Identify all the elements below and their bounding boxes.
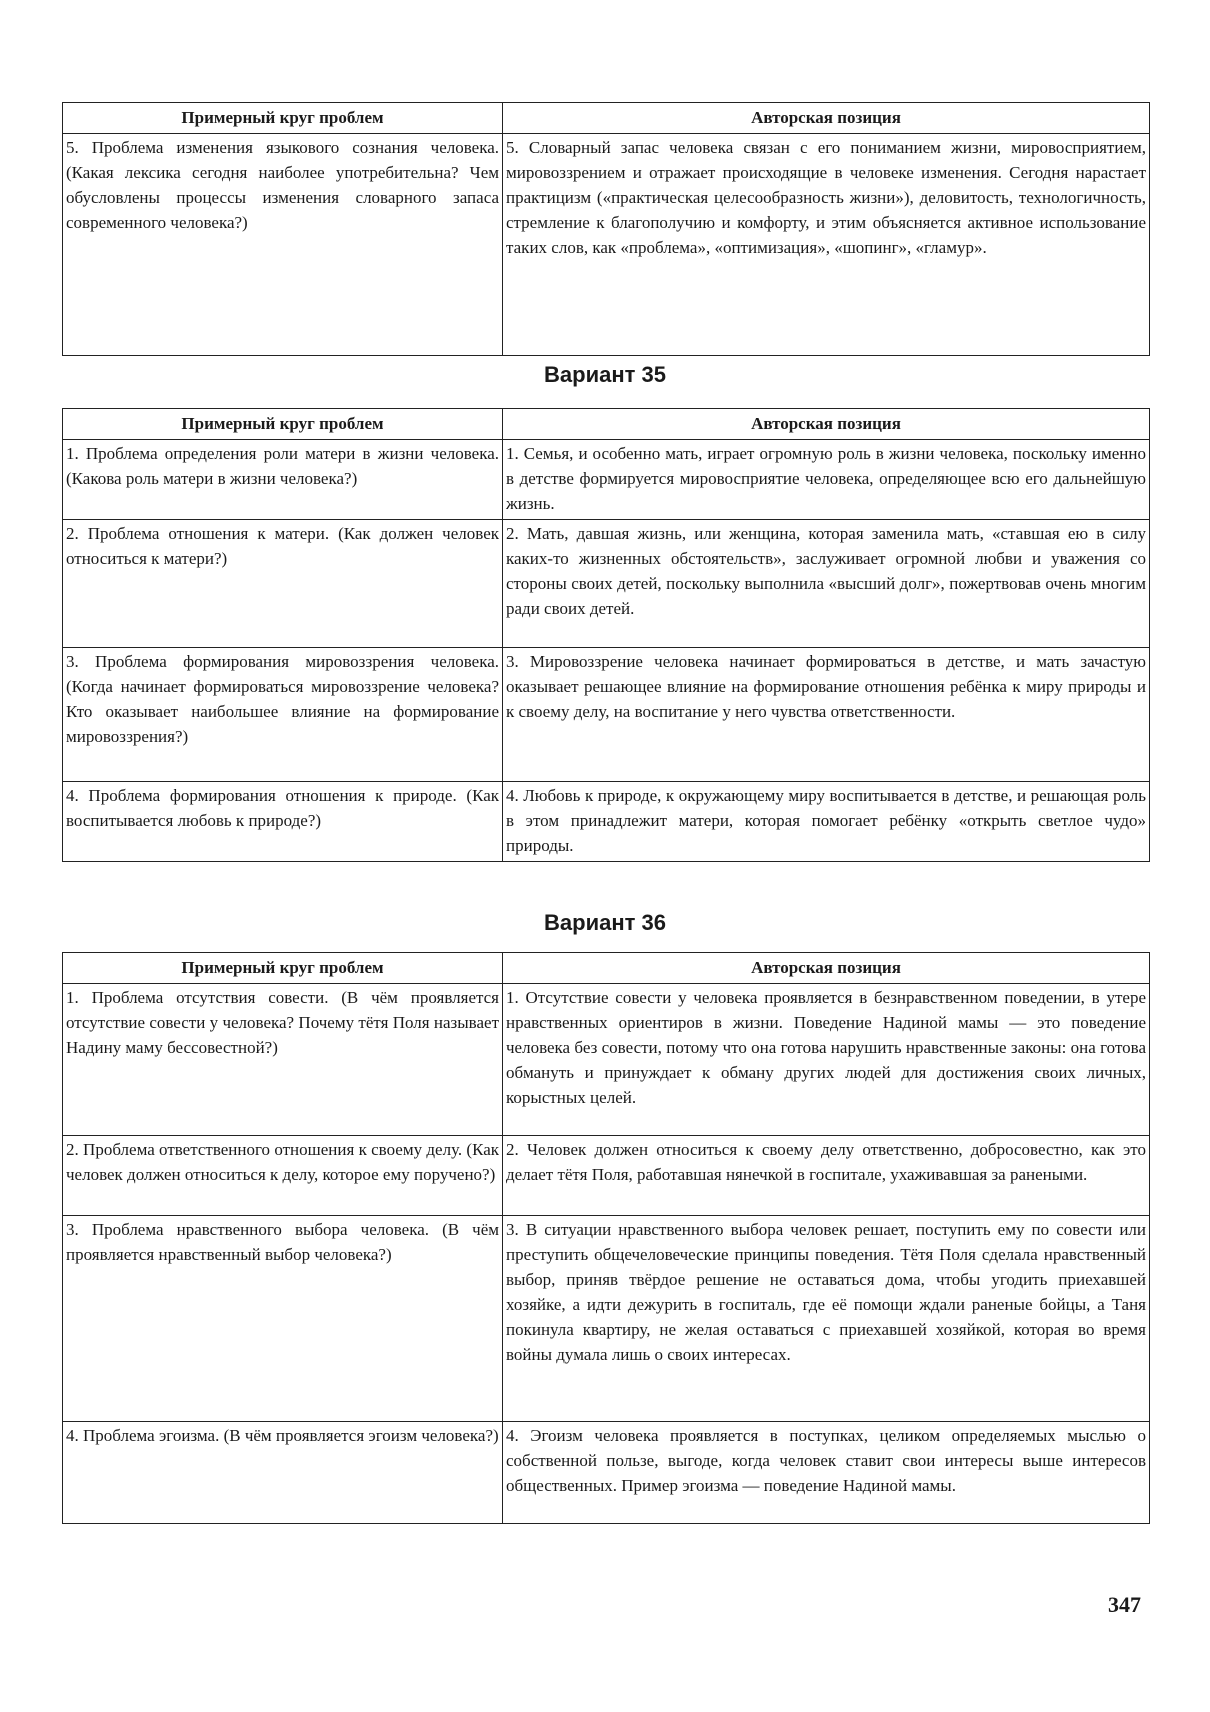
table-variant-36 — [62, 952, 1150, 1524]
position-cell: 2. Мать, давшая жизнь, или женщина, которая заменила мать, «ставшая ею в силу каких-то жизненных обстоятельств», заслуживает огромной любви и уважения со стороны своих детей, поскольку выполнила «высший долг», пожертвовав очень многим ради своих детей. — [503, 520, 1150, 648]
table-variant-35 — [62, 408, 1150, 862]
variant-36-title: Вариант 36 — [544, 910, 666, 935]
table-row — [63, 1136, 1150, 1216]
column-header-problems: Примерный круг проблем — [63, 409, 503, 440]
problem-cell: 1. Проблема отсутствия совести. (В чём проявляется отсутствие совести у человека? Почему тётя Поля называет Надину маму бессовестной?) — [63, 984, 503, 1136]
column-header-problems: Примерный круг проблем — [63, 953, 503, 984]
table-continuation — [62, 102, 1150, 356]
table-row — [63, 782, 1150, 862]
table-header-row — [63, 409, 1150, 440]
problem-cell: 4. Проблема эгоизма. (В чём проявляется эгоизм человека?) — [63, 1422, 503, 1524]
variant-35-title: Вариант 35 — [544, 362, 666, 387]
page-number: 347 — [1108, 1592, 1141, 1617]
column-header-problems: Примерный круг проблем — [63, 103, 503, 134]
position-cell: 4. Эгоизм человека проявляется в поступках, целиком определяемых мыслью о собственной пользе, выгоде, когда человек ставит свои интересы выше интересов общественных. Пример эгоизма — поведение Надиной мамы. — [503, 1422, 1150, 1524]
position-cell: 5. Словарный запас человека связан с его пониманием жизни, мировосприятием, мировоззрением и отражает происходящие в человеке изменения. Сегодня нарастает практицизм («практическая целесообразность жизни»), деловитость, технологичность, стремление к благополучию и комфорту, и этим объясняется активное использование таких слов, как «проблема», «оптимизация», «шопинг», «гламур». — [503, 134, 1150, 356]
position-cell: 1. Отсутствие совести у человека проявляется в безнравственном поведении, в утере нравственных ориентиров в жизни. Поведение Надиной мамы — это поведение человека без совести, потому что она готова нарушить нравственные законы: она готова обмануть и принуждает к обману других людей для достижения своих личных, корыстных целей. — [503, 984, 1150, 1136]
position-cell: 2. Человек должен относиться к своему делу ответственно, добросовестно, как это делает тётя Поля, работавшая нянечкой в госпитале, ухаживавшая за ранеными. — [503, 1136, 1150, 1216]
problem-cell: 2. Проблема ответственного отношения к своему делу. (Как человек должен относиться к делу, которое ему поручено?) — [63, 1136, 503, 1216]
position-cell: 1. Семья, и особенно мать, играет огромную роль в жизни человека, поскольку именно в детстве формируется мировосприятие человека, определяющее всю его дальнейшую жизнь. — [503, 440, 1150, 520]
table-header-row — [63, 103, 1150, 134]
column-header-author-position: Авторская позиция — [503, 953, 1150, 984]
problem-cell: 5. Проблема изменения языкового сознания человека. (Какая лексика сегодня наиболее употребительна? Чем обусловлены процессы изменения словарного запаса современного человека?) — [63, 134, 503, 356]
table-row — [63, 134, 1150, 356]
position-cell: 4. Любовь к природе, к окружающему миру воспитывается в детстве, и решающая роль в этом принадлежит матери, которая помогает ребёнку «открыть светлое чудо» природы. — [503, 782, 1150, 862]
problem-cell: 4. Проблема формирования отношения к природе. (Как воспитывается любовь к природе?) — [63, 782, 503, 862]
table-row — [63, 1422, 1150, 1524]
problem-cell: 3. Проблема нравственного выбора человека. (В чём проявляется нравственный выбор человека?) — [63, 1216, 503, 1422]
table-row — [63, 520, 1150, 648]
table-row — [63, 440, 1150, 520]
table-row — [63, 1216, 1150, 1422]
column-header-author-position: Авторская позиция — [503, 409, 1150, 440]
table-row — [63, 648, 1150, 782]
position-cell: 3. В ситуации нравственного выбора человек решает, поступить ему по совести или преступить общечеловеческие принципы поведения. Тётя Поля сделала нравственный выбор, приняв твёрдое решение не оставаться дома, чтобы угодить приехавшей хозяйке, а идти дежурить в госпиталь, где её помощи ждали раненые бойцы, а Таня покинула квартиру, не желая оставаться с приехавшей хозяйкой, которая во время войны думала лишь о своих интересах. — [503, 1216, 1150, 1422]
problem-cell: 1. Проблема определения роли матери в жизни человека. (Какова роль матери в жизни человека?) — [63, 440, 503, 520]
table-row — [63, 984, 1150, 1136]
position-cell: 3. Мировоззрение человека начинает формироваться в детстве, и мать зачастую оказывает решающее влияние на формирование отношения ребёнка к миру природы и к своему делу, на воспитание у него чувства ответственности. — [503, 648, 1150, 782]
problem-cell: 2. Проблема отношения к матери. (Как должен человек относиться к матери?) — [63, 520, 503, 648]
problem-cell: 3. Проблема формирования мировоззрения человека. (Когда начинает формироваться мировоззрение человека? Кто оказывает наибольшее влияние на формирование мировоззрения?) — [63, 648, 503, 782]
column-header-author-position: Авторская позиция — [503, 103, 1150, 134]
table-header-row — [63, 953, 1150, 984]
